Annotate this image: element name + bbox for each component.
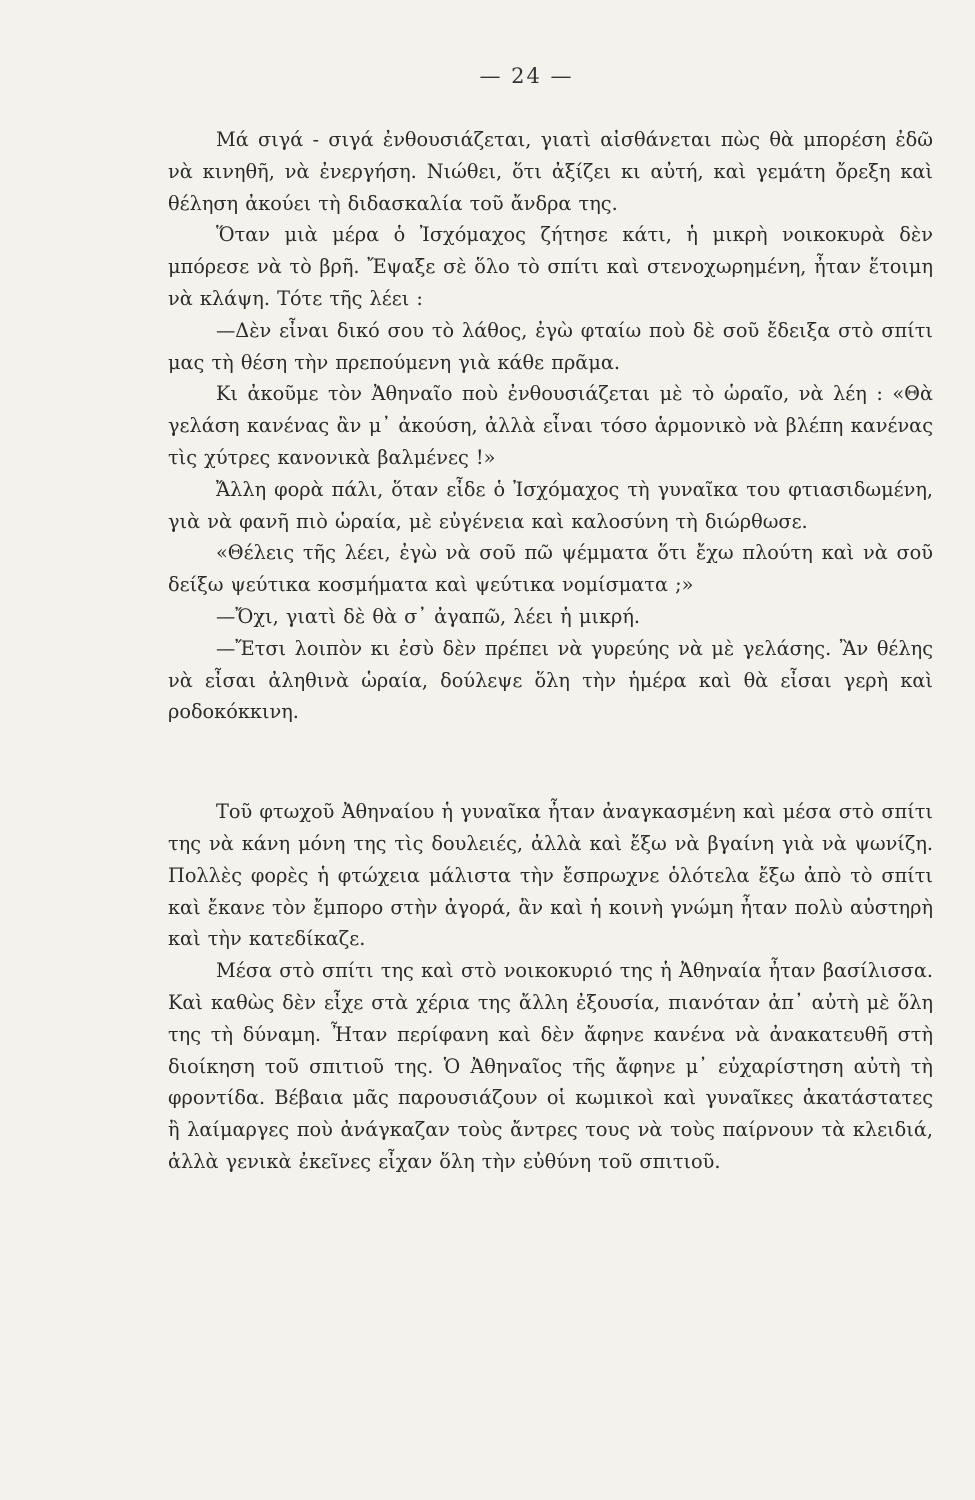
paragraph: Μέσα στὸ σπίτι της καὶ στὸ νοικοκυριό της ἡ Ἀθηναία ἦταν βασίλισσα. Καὶ καθὼς δὲν εἶχε στὰ χέρια της ἄλλη ἐξουσία, πιανόταν ἀπ᾽ αὐτὴ μὲ ὅλη της τὴ δύναμη. Ἦταν περίφανη καὶ δὲν ἄφηνε κανένα νὰ ἀνακατευθῆ στὴ διοίκηση τοῦ σπιτιοῦ της. Ὁ Ἀθηναῖος τῆς ἄφηνε μ᾽ εὐχαρίστηση αὐτὴ τὴ φροντίδα. Βέβαια μᾶς παρουσιάζουν οἱ κωμικοὶ καὶ γυναῖκες ἀκατάστατες ἢ λαίμαργες ποὺ ἀνάγκαζαν τοὺς ἄντρες τους νὰ τοὺς παίρνουν τὰ κλειδιά, ἀλλὰ γενικὰ ἐκεῖνες εἶχαν ὅλη τὴν εὐθύνη τοῦ σπιτιοῦ. <box>168 959 933 1173</box>
paragraph: «Θέλεις τῆς λέει, ἐγὼ νὰ σοῦ πῶ ψέμματα ὅτι ἔχω πλούτη καὶ νὰ σοῦ δείξω ψεύτικα κοσμήματα καὶ ψεύτικα νομίσματα ;» <box>168 541 933 597</box>
dialog-line: —Ἔτσι λοιπὸν κι ἐσὺ δὲν πρέπει νὰ γυρεύης νὰ μὲ γελάσης. Ἂν θέλης νὰ εἶσαι ἀληθινὰ ὡραία, δούλεψε ὅλη τὴν ἡμέρα καὶ θὰ εἶσαι γερὴ καὶ ροδοκόκκινη. <box>168 636 933 724</box>
section-two <box>168 796 933 1178</box>
paragraph: Τοῦ φτωχοῦ Ἀθηναίου ἡ γυναῖκα ἦταν ἀναγκασμένη καὶ μέσα στὸ σπίτι της νὰ κάνη μόνη της τὶς δουλειές, ἀλλὰ καὶ ἔξω νὰ βγαίνη γιὰ νὰ ψωνίζη. Πολλὲς φορὲς ἡ φτώχεια μάλιστα τὴν ἔσπρωχνε ὁλότελα ἔξω ἀπὸ τὸ σπίτι καὶ ἔκανε τὸν ἔμπορο στὴν ἀγορά, ἂν καὶ ἡ κοινὴ γνώμη ἦταν πολὺ αὐστηρὴ καὶ τὴν κατεδίκαζε. <box>168 800 933 951</box>
section-break <box>168 728 933 796</box>
paragraph: Κι ἀκοῦμε τὸν Ἀθηναῖο ποὺ ἐνθουσιάζεται μὲ τὸ ὡραῖο, νὰ λέη : «Θὰ γελάση κανένας ἂν μ᾽ ἀκούση, ἀλλὰ εἶναι τόσο ἁρμονικὸ νὰ βλέπη κανένας τὶς χύτρες κανονικὰ βαλμένες !» <box>168 382 933 469</box>
section-one <box>168 124 933 728</box>
dialog-line: —Ὄχι, γιατὶ δὲ θὰ σ᾽ ἀγαπῶ, λέει ἡ μικρή. <box>216 604 641 628</box>
paragraph: Ἄλλη φορὰ πάλι, ὅταν εἶδε ὁ Ἰσχόμαχος τὴ γυναῖκα του φτιασιδωμένη, γιὰ νὰ φανῆ πιὸ ὡραία, μὲ εὐγένεια καὶ καλοσύνη τὴ διώρθωσε. <box>168 477 933 533</box>
paragraph: Ὅταν μιὰ μέρα ὁ Ἰσχόμαχος ζήτησε κάτι, ἡ μικρὴ νοικοκυρὰ δὲν μπόρεσε νὰ τὸ βρῆ. Ἔψαξε σὲ ὅλο τὸ σπίτι καὶ στενοχωρημένη, ἦταν ἕτοιμη νὰ κλάψη. Τότε τῆς λέει : <box>168 223 933 310</box>
dialog-line: —Δὲν εἶναι δικό σου τὸ λάθος, ἐγὼ φταίω ποὺ δὲ σοῦ ἔδειξα στὸ σπίτι μας τὴ θέση τὴν πρεπούμενη γιὰ κάθε πρᾶμα. <box>168 318 933 374</box>
page-number: — 24 — <box>479 64 574 88</box>
paragraph: Μά σιγά - σιγά ἐνθουσιάζεται, γιατὶ αἰσθάνεται πὼς θὰ μπορέση ἐδῶ νὰ κινηθῆ, νὰ ἐνεργήση. Νιώθει, ὅτι ἀξίζει κι αὐτή, καὶ γεμάτη ὄρεξη καὶ θέληση ἀκούει τὴ διδασκαλία τοῦ ἄνδρα της. <box>168 128 933 215</box>
